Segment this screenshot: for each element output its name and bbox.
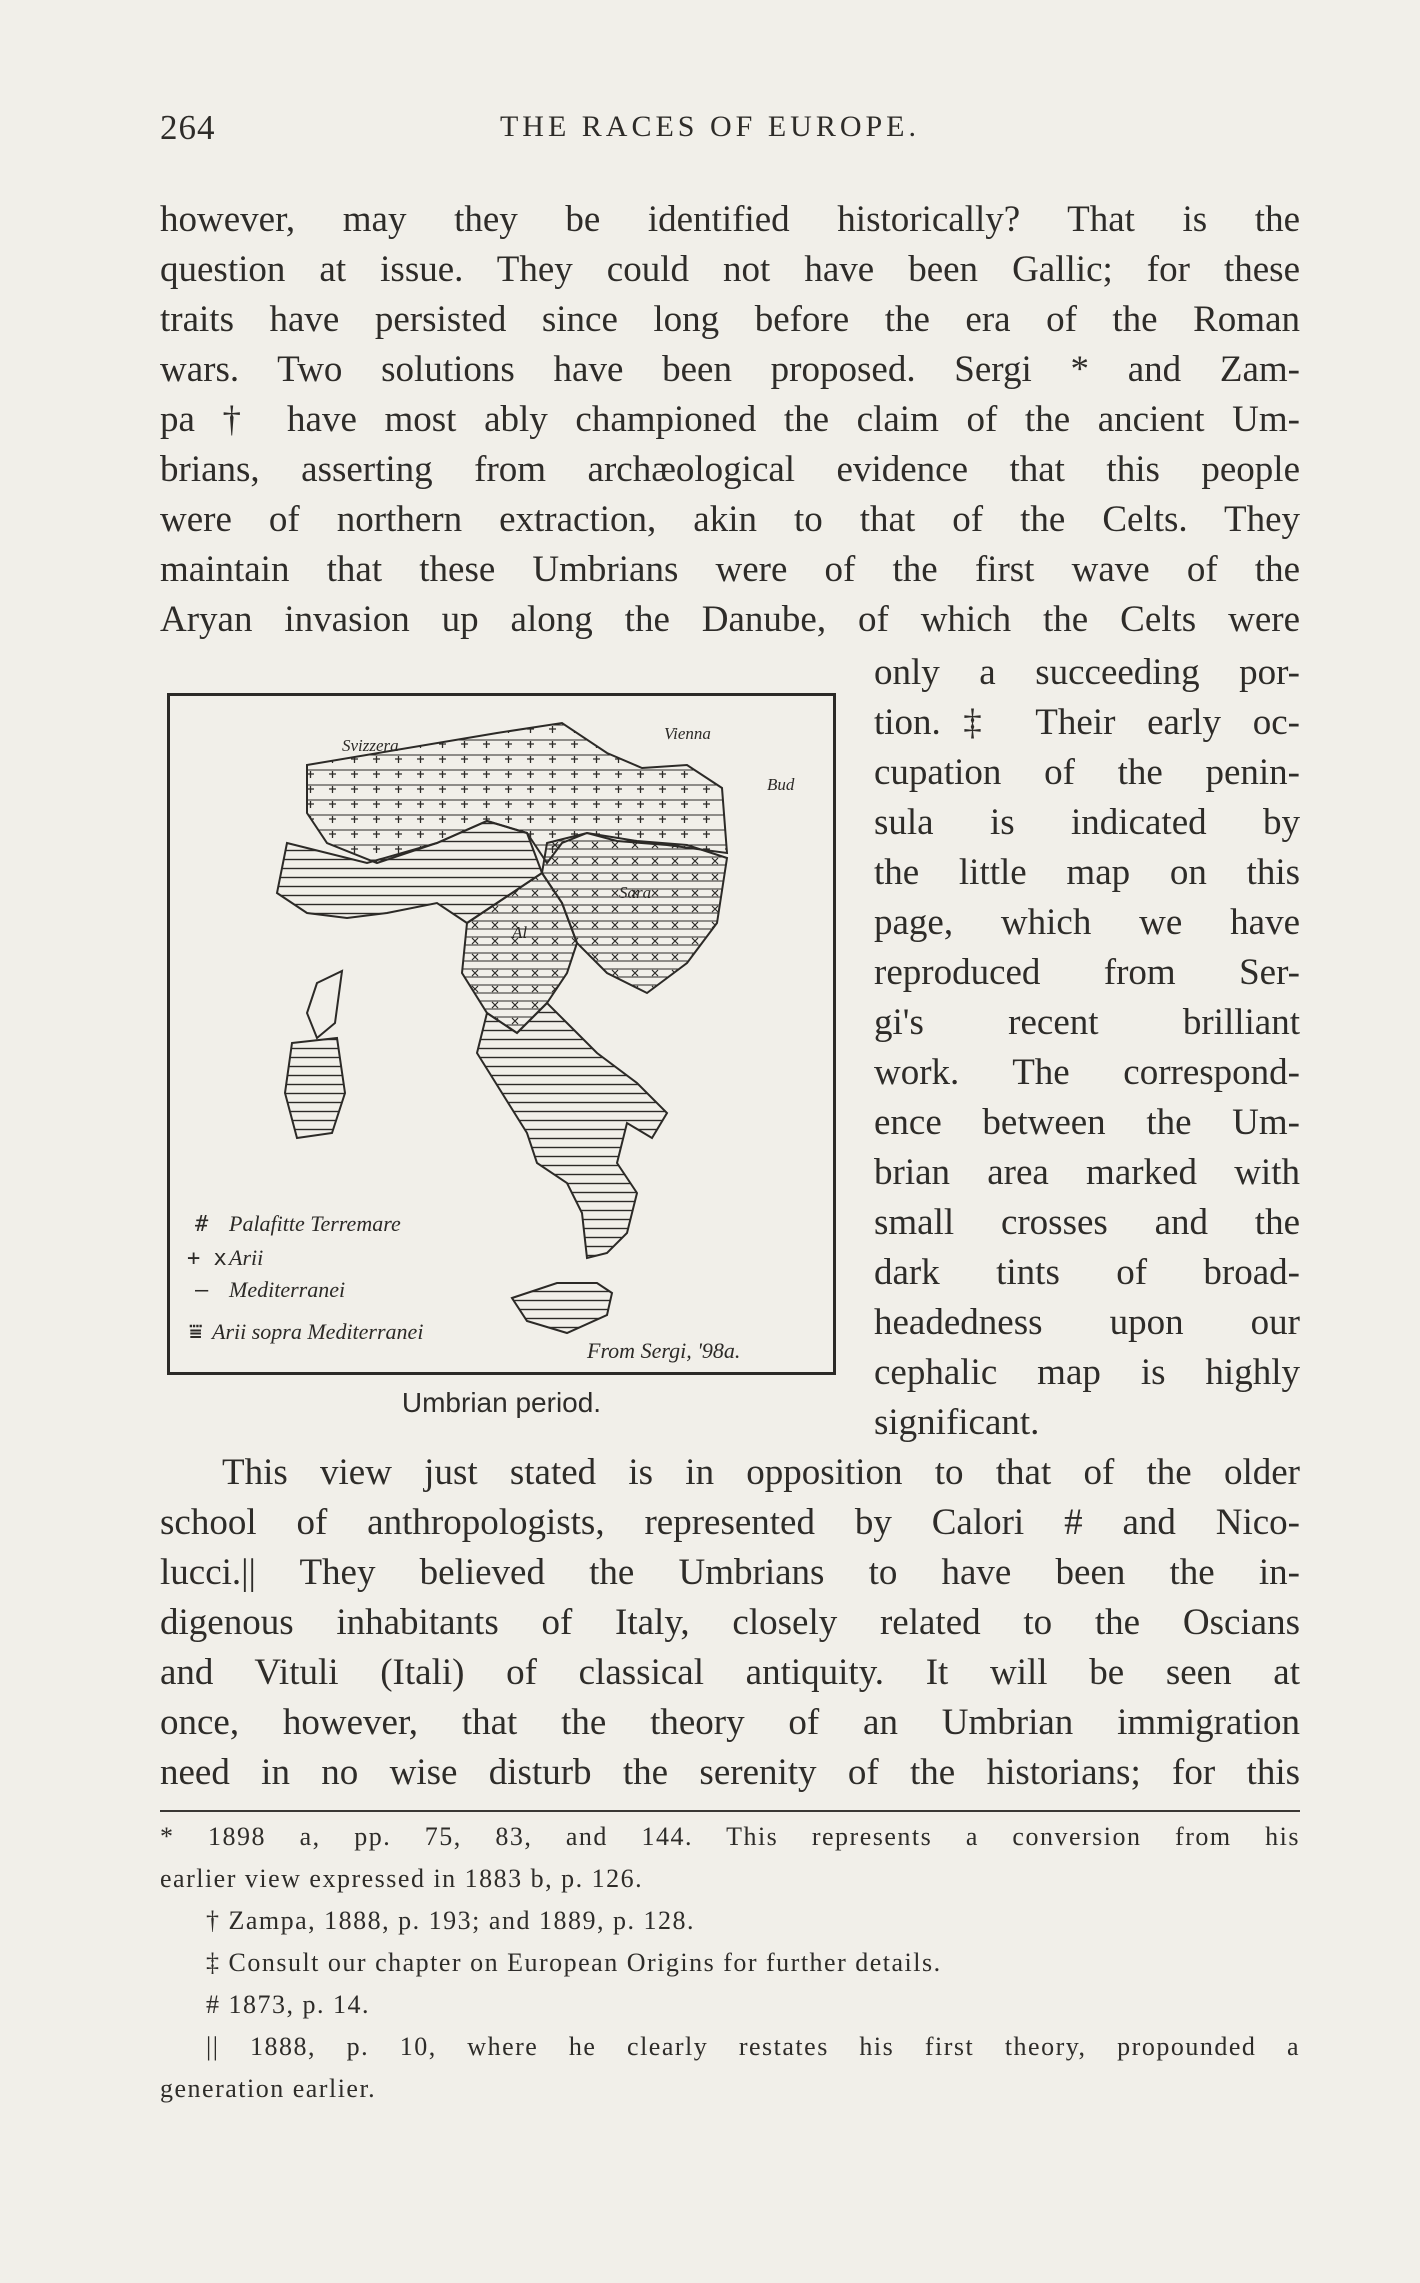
side-line: page, which we have — [874, 902, 1300, 943]
footnote-line: # 1873, p. 14. — [206, 1990, 370, 2019]
page-number: 264 — [160, 108, 216, 147]
side-line: work. The correspond- — [874, 1052, 1300, 1093]
side-line: the little map on this — [874, 852, 1300, 893]
figure-caption: Umbrian period. — [401, 1387, 602, 1418]
body-line: digenous inhabitants of Italy, closely related to the Oscians — [160, 1602, 1300, 1643]
body-line: Aryan invasion up along the Danube, of which the Celts were — [160, 599, 1300, 640]
body-line: however, may they be identified historically? That is the — [160, 199, 1300, 240]
legend-label: Mediterranei — [229, 1277, 346, 1302]
footnote-line: earlier view expressed in 1883 b, p. 126. — [160, 1864, 644, 1893]
side-line: cupation of the penin- — [874, 752, 1300, 793]
map-label-vienna: Vienna — [664, 724, 711, 743]
body-line: lucci.|| They believed the Umbrians to have been the in- — [160, 1552, 1300, 1593]
legend-label: Arii — [229, 1245, 264, 1270]
side-line: reproduced from Ser- — [874, 952, 1300, 993]
footnote-line: † Zampa, 1888, p. 193; and 1889, p. 128. — [206, 1906, 695, 1935]
side-line: headedness upon our — [874, 1302, 1300, 1343]
legend-symbol: ⩸ — [189, 1320, 203, 1345]
legend-symbol: — — [195, 1278, 209, 1303]
footnote-line: generation earlier. — [160, 2074, 377, 2103]
corsica — [307, 971, 342, 1038]
side-line: small crosses and the — [874, 1202, 1300, 1243]
footnote-line: ‡ Consult our chapter on European Origins for further details. — [206, 1948, 942, 1977]
body-line: school of anthropologists, represented by Calori # and Nico- — [160, 1502, 1300, 1543]
side-line: ence between the Um- — [874, 1102, 1300, 1143]
body-line: maintain that these Umbrians were of the first wave of the — [160, 549, 1300, 590]
body-line: This view just stated is in opposition to that of the older — [222, 1452, 1300, 1493]
body-line: were of northern extraction, akin to that of the Celts. They — [160, 499, 1300, 540]
map-label-svizzera: Svizzera — [342, 736, 399, 755]
footnote-line: * 1898 a, pp. 75, 83, and 144. This represents a conversion from his — [160, 1822, 1300, 1851]
legend-label: Arii sopra Mediterranei — [212, 1319, 424, 1344]
italy-map — [167, 693, 842, 1381]
umbrian-map-figure — [167, 693, 842, 1381]
legend-label: Palafitte Terremare — [229, 1211, 401, 1236]
footnote-line: || 1888, p. 10, where he clearly restates his first theory, propounded a — [206, 2032, 1300, 2061]
side-line: dark tints of broad- — [874, 1252, 1300, 1293]
body-line: wars. Two solutions have been proposed. Sergi * and Zam- — [160, 349, 1300, 390]
southern-peninsula — [477, 1003, 667, 1258]
body-line: need in no wise disturb the serenity of the historians; for this — [160, 1752, 1300, 1793]
side-line: tion.‡ Their early oc- — [874, 702, 1300, 743]
body-line: traits have persisted since long before the era of the Roman — [160, 299, 1300, 340]
map-label-al: Al — [512, 923, 528, 942]
map-label-sara: Sara — [619, 883, 652, 902]
body-line: pa † have most ably championed the claim of the ancient Um- — [160, 399, 1300, 440]
side-line: brian area marked with — [874, 1152, 1300, 1193]
legend-symbol: # — [195, 1212, 209, 1237]
body-line: and Vituli (Itali) of classical antiquity. It will be seen at — [160, 1652, 1300, 1693]
body-line: once, however, that the theory of an Umbrian immigration — [160, 1702, 1300, 1743]
side-line: sula is indicated by — [874, 802, 1300, 843]
map-label-bud: Bud — [767, 775, 795, 794]
side-line: only a succeeding por- — [874, 652, 1300, 693]
body-line: question at issue. They could not have been Gallic; for these — [160, 249, 1300, 290]
footnote-divider — [160, 1810, 1300, 1812]
side-line: significant. — [874, 1402, 1040, 1443]
map-credit: From Sergi, '98a. — [587, 1338, 741, 1363]
sicily — [512, 1283, 612, 1333]
eastern-region — [542, 833, 727, 993]
side-line: cephalic map is highly — [874, 1352, 1300, 1393]
body-line: brians, asserting from archæological evidence that this people — [160, 449, 1300, 490]
running-title: THE RACES OF EUROPE. — [499, 110, 921, 143]
sardinia — [285, 1038, 345, 1138]
side-line: gi's recent brilliant — [874, 1002, 1300, 1043]
legend-symbol: + x — [187, 1246, 227, 1271]
